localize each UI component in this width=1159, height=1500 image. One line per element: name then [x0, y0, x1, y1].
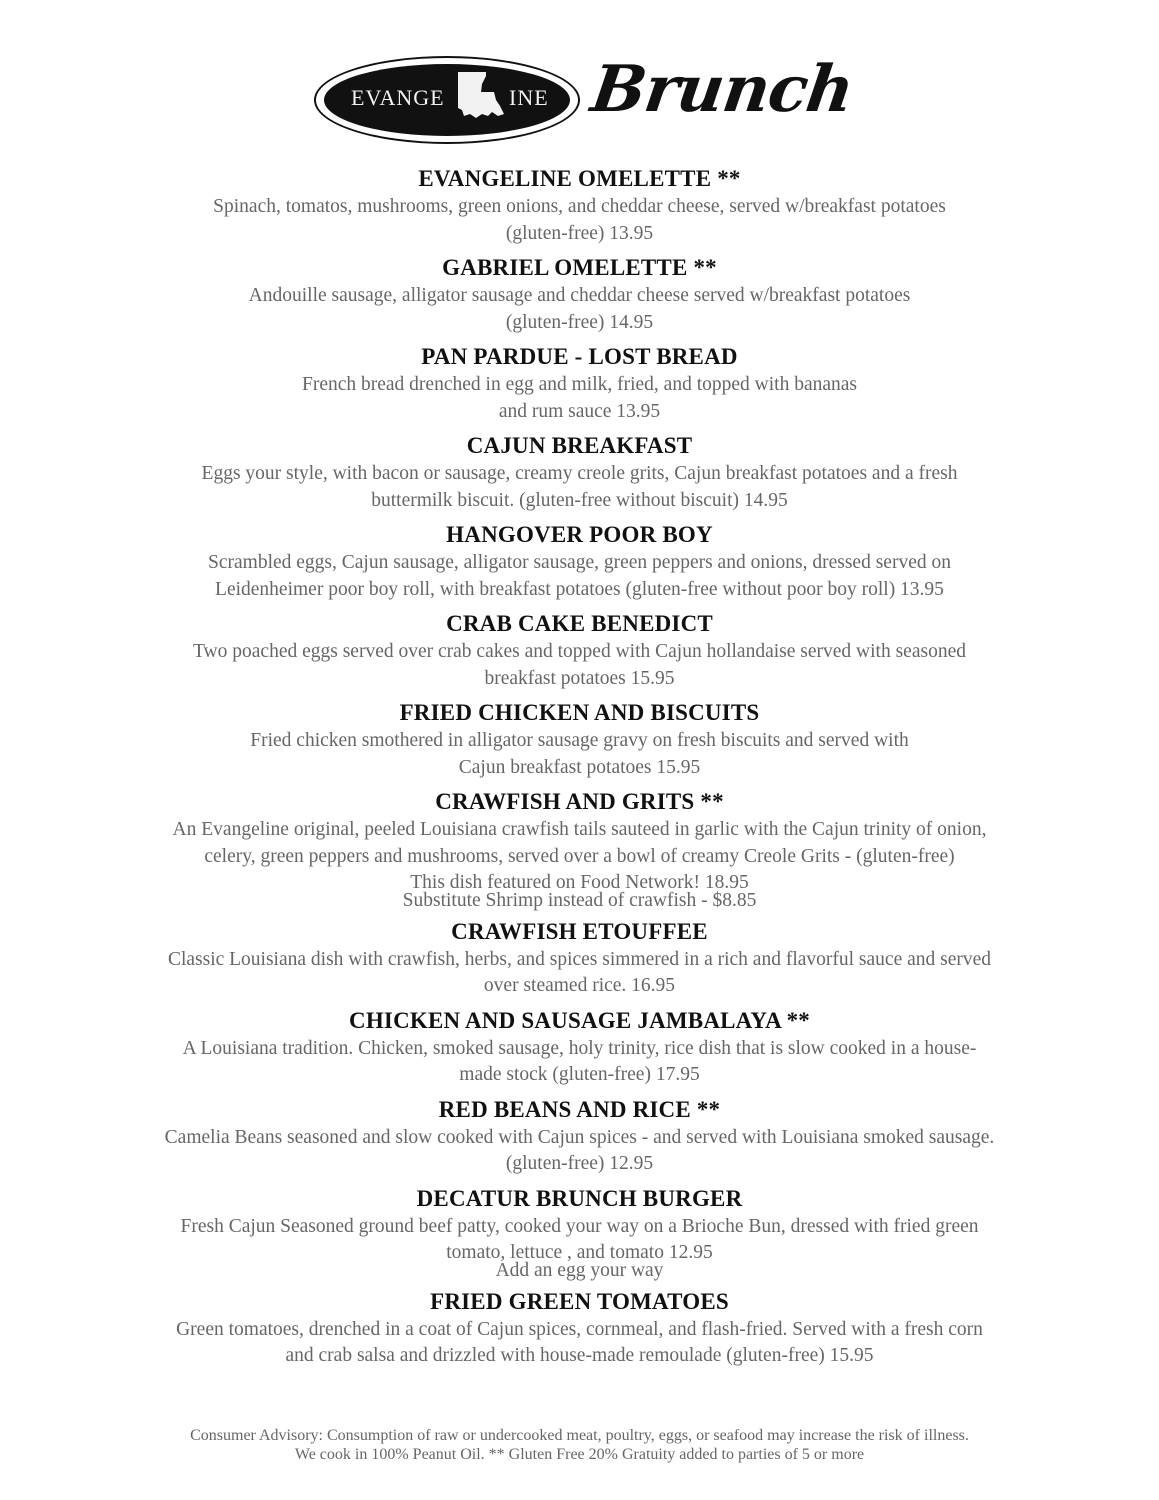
- menu-item: [0, 1183, 1159, 1286]
- logo-text-right: INE: [509, 85, 549, 110]
- description-line: Cajun breakfast potatoes 15.95: [458, 756, 701, 778]
- menu-item-description: [0, 194, 1159, 247]
- menu-item: [0, 519, 1159, 608]
- menu-item-note: Add an egg your way: [495, 1259, 664, 1281]
- description-line: over steamed rice. 16.95: [483, 975, 676, 996]
- menu-item-title: CRAWFISH ETOUFFEE: [451, 918, 708, 944]
- menu-item: [0, 252, 1159, 341]
- description-line: Green tomatoes, drenched in a coat of Cajun spices, cornmeal, and flash-fried. Served with a fresh corn: [176, 1318, 983, 1340]
- description-line: This dish featured on Food Network! 18.95: [410, 872, 749, 893]
- menu-item-description: [0, 1214, 1159, 1267]
- description-line: buttermilk biscuit. (gluten-free without biscuit) 14.95: [371, 489, 788, 511]
- menu-item-description: [0, 1036, 1159, 1089]
- menu-item-description: [0, 728, 1159, 781]
- description-line: and rum sauce 13.95: [498, 400, 661, 422]
- evangeline-logo: [314, 56, 580, 144]
- brunch-title: Brunch: [586, 52, 858, 127]
- logo-text-left: EVANGE: [351, 85, 445, 110]
- description-line: Fresh Cajun Seasoned ground beef patty, cooked your way on a Brioche Bun, dressed with fried green: [180, 1215, 979, 1237]
- description-line: made stock (gluten-free) 17.95: [459, 1064, 700, 1085]
- description-line: and crab salsa and drizzled with house-made remoulade (gluten-free) 15.95: [285, 1345, 874, 1366]
- description-line: (gluten-free) 14.95: [505, 311, 654, 333]
- menu-item-description: [0, 550, 1159, 603]
- menu-item: [0, 1005, 1159, 1094]
- description-line: Andouille sausage, alligator sausage and cheddar cheese served w/breakfast potatoes: [248, 285, 911, 306]
- menu-item-description: [0, 1317, 1159, 1370]
- menu-item: [0, 916, 1159, 1005]
- description-line: (gluten-free) 13.95: [505, 222, 654, 244]
- description-line: breakfast potatoes 15.95: [484, 667, 675, 689]
- menu-item-title: EVANGELINE OMELETTE **: [418, 166, 741, 191]
- description-line: A Louisiana tradition. Chicken, smoked sausage, holy trinity, rice dish that is slow cooked in a house-: [182, 1037, 977, 1059]
- menu-item: [0, 341, 1159, 430]
- description-line: (gluten-free) 12.95: [505, 1153, 654, 1174]
- menu-item-title: HANGOVER POOR BOY: [446, 522, 713, 547]
- menu-item-title: PAN PARDUE - LOST BREAD: [421, 344, 738, 369]
- menu-item-description: [0, 372, 1159, 425]
- menu-item-title: CAJUN BREAKFAST: [466, 433, 693, 458]
- menu-item-title: RED BEANS AND RICE **: [438, 1096, 721, 1122]
- menu-item: [0, 430, 1159, 519]
- description-line: Leidenheimer poor boy roll, with breakfast potatoes (gluten-free without poor boy roll) 13.95: [215, 578, 944, 600]
- menu-item-title: DECATUR BRUNCH BURGER: [416, 1185, 743, 1211]
- description-line: French bread drenched in egg and milk, fried, and topped with bananas: [301, 374, 858, 395]
- menu-item-title: FRIED GREEN TOMATOES: [430, 1288, 729, 1314]
- description-line: celery, green peppers and mushrooms, served over a bowl of creamy Creole Grits - (gluten-free): [204, 845, 955, 867]
- description-line: tomato, lettuce , and tomato 12.95: [446, 1242, 713, 1263]
- menu-item-title: CRAWFISH AND GRITS **: [435, 789, 724, 814]
- menu-item-title: CHICKEN AND SAUSAGE JAMBALAYA **: [349, 1007, 810, 1033]
- menu-item: [0, 1094, 1159, 1183]
- menu-item-description: [0, 817, 1159, 897]
- menu-item: [0, 163, 1159, 252]
- menu-item-description: [0, 283, 1159, 336]
- menu-list: [0, 163, 1159, 1375]
- menu-item-description: [0, 639, 1159, 692]
- description-line: Classic Louisiana dish with crawfish, herbs, and spices simmered in a rich and flavorful sauce and served: [167, 948, 992, 970]
- description-line: Camelia Beans seasoned and slow cooked with Cajun spices - and served with Louisiana smoked sausage.: [164, 1126, 995, 1148]
- description-line: Eggs your style, with bacon or sausage, creamy creole grits, Cajun breakfast potatoes and a fresh: [201, 463, 958, 484]
- menu-item: [0, 608, 1159, 697]
- menu-item-title: CRAB CAKE BENEDICT: [446, 611, 713, 636]
- louisiana-state-icon: [454, 70, 506, 126]
- menu-item-description: [0, 1125, 1159, 1178]
- advisory-line-2: We cook in 100% Peanut Oil. ** Gluten Free 20% Gratuity added to parties of 5 or more: [294, 1446, 865, 1463]
- description-line: Spinach, tomatos, mushrooms, green onions, and cheddar cheese, served w/breakfast potatoes: [213, 196, 946, 217]
- menu-item-description: [0, 947, 1159, 1000]
- menu-item-description: [0, 461, 1159, 514]
- advisory-line-1: Consumer Advisory: Consumption of raw or undercooked meat, poultry, eggs, or seafood may increase the risk of illness.: [190, 1427, 969, 1444]
- consumer-advisory: [0, 1426, 1159, 1464]
- menu-item: [0, 697, 1159, 786]
- menu-item-title: GABRIEL OMELETTE **: [442, 255, 717, 280]
- description-line: Fried chicken smothered in alligator sausage gravy on fresh biscuits and served with: [250, 730, 909, 751]
- item-spacer: [0, 1370, 1159, 1375]
- description-line: Scrambled eggs, Cajun sausage, alligator sausage, green peppers and onions, dressed served on: [208, 552, 951, 573]
- description-line: Two poached eggs served over crab cakes and topped with Cajun hollandaise served with seasoned: [193, 641, 966, 662]
- menu-item-note: Substitute Shrimp instead of crawfish - $8.85: [402, 889, 757, 911]
- header: [0, 52, 1159, 148]
- menu-item-title: FRIED CHICKEN AND BISCUITS: [399, 700, 760, 725]
- menu-item: [0, 1286, 1159, 1375]
- menu-item: [0, 786, 1159, 916]
- description-line: An Evangeline original, peeled Louisiana crawfish tails sauteed in garlic with the Cajun trinity of onion,: [172, 819, 987, 840]
